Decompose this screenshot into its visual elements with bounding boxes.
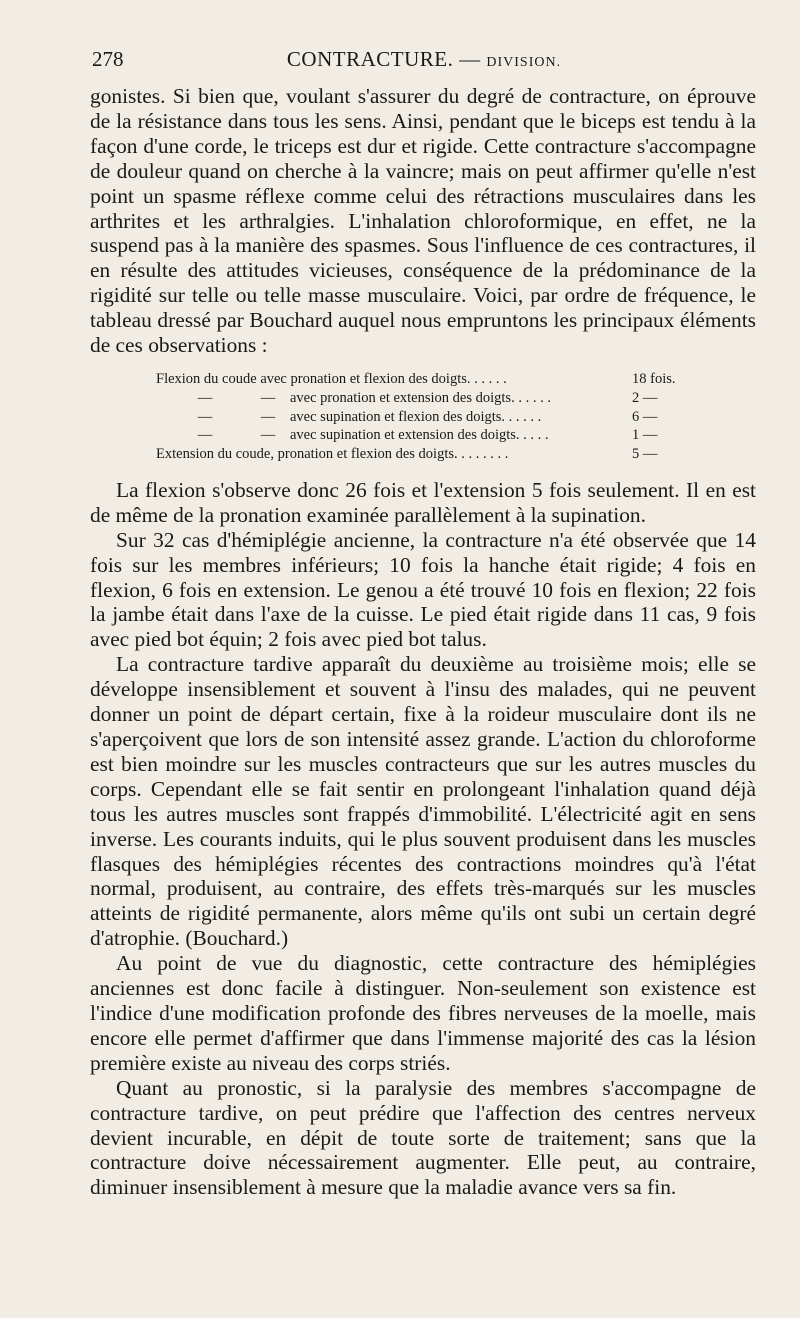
page-number: 278 xyxy=(92,47,124,71)
ditto-mark: — xyxy=(197,408,213,425)
ditto-mark: — xyxy=(260,389,276,406)
table-row-count: 1 — xyxy=(632,427,658,444)
paragraph: Quant au pronostic, si la paralysie des membres s'accompagne de contracture tardive, on peut prédire que l'affection des centres nerveux devient incurable, en dépit de toute sorte de traitement; sans que la contracture doive nécessairement augmenter. Elle peut, au contraire, diminuer insensiblement à mesure que la maladie avance vers sa fin. xyxy=(90,1075,756,1200)
row-detail: avec supination et flexion des doigts. . . . . . xyxy=(290,408,542,425)
paragraph: Sur 32 cas d'hémiplégie ancienne, la contracture n'a été observée que 14 fois sur les membres inférieurs; 10 fois la hanche était rigide; 4 fois en flexion, 6 fois en extension. Le genou a été trouvé 10 fois en flexion; 22 fois la jambe était dans l'axe de la cuisse. Le pied était rigide dans 11 cas, 9 fois avec pied bot équin; 2 fois avec pied bot talus. xyxy=(90,527,756,652)
table-row-description: Extension du coude, pronation et flexion des doigts. . . . . . . . xyxy=(156,446,509,463)
table-row-count: 18 fois. xyxy=(632,370,676,387)
frequency-table xyxy=(156,370,702,464)
row-detail: avec pronation et extension des doigts. . . . . . xyxy=(290,389,551,406)
ditto-mark: — xyxy=(260,408,276,425)
ditto-mark: — xyxy=(197,389,213,406)
table-row-description xyxy=(156,408,632,427)
running-title-sub: DIVISION. xyxy=(486,55,562,70)
paragraph: Au point de vue du diagnostic, cette contracture des hémiplégies anciennes est donc facile à distinguer. Non-seulement son existence est l'indice d'une modification profonde des fibres nerveuses de la moelle, mais encore elle permet d'affirmer que dans l'immense majorité des cas la lésion première existe au niveau des corps striés. xyxy=(90,951,756,1075)
running-title xyxy=(92,44,756,78)
table-row xyxy=(156,389,702,408)
table-row xyxy=(156,408,702,427)
paragraph: La flexion s'observe donc 26 fois et l'extension 5 fois seulement. Il en est de même de la pronation examinée parallèlement à la supination. xyxy=(90,477,756,527)
table-row-description xyxy=(156,426,632,445)
table-row-description xyxy=(156,389,632,408)
paragraph: gonistes. Si bien que, voulant s'assurer du degré de contracture, on éprouve de la résistance dans tous les sens. Ainsi, pendant que le biceps est tendu à la façon d'une corde, le triceps est dur et rigide. Cette contracture s'accompagne de douleur quand on cherche à la vaincre; mais on peut affirmer qu'elle n'est point un spasme réflexe comme celui des rétractions musculaires dans les arthrites et les arthralgies. L'inhalation chloroformique, en effet, ne la suspend pas à la manière des spasmes. Sous l'influence de ces contractures, il en résulte des attitudes vicieuses, conséquence de la prédominance de la rigidité sur telle ou telle masse musculaire. Voici, par ordre de fréquence, le tableau dressé par Bouchard auquel nous empruntons les principaux éléments de ces observations : xyxy=(90,84,756,358)
table-row xyxy=(156,426,702,445)
row-label: Flexion du coude xyxy=(156,370,257,387)
ditto-mark: — xyxy=(197,427,213,444)
running-title-main: CONTRACTURE. — xyxy=(286,47,481,71)
body-text xyxy=(90,84,756,1200)
ditto-mark: — xyxy=(260,427,276,444)
table-row xyxy=(156,370,702,389)
table-row xyxy=(156,445,702,464)
page-header xyxy=(92,44,756,74)
table-row-count: 2 — xyxy=(632,389,658,406)
paragraph: La contracture tardive apparaît du deuxième au troisième mois; elle se développe insensiblement et souvent à l'insu des malades, qui ne peuvent donner un point de départ certain, fixe à la roideur musculaire dont ils ne s'aperçoivent que lors de son intensité assez grande. L'action du chloroforme est bien moindre sur les muscles contracteurs que sur les autres muscles du corps. Cependant elle se fait sentir en prolongeant l'inhalation quand déjà tous les autres muscles sont frappés d'immobilité. L'électricité agit en sens inverse. Les courants induits, qui le plus souvent produisent dans les muscles flasques des hémiplégies récentes des contractions moindres qu'à l'état normal, produisent, au contraire, des effets très-marqués sur les muscles atteints de rigidité permanente, alors même qu'ils ont subi un certain degré d'atrophie. (Bouchard.) xyxy=(90,652,756,951)
table-row-count: 6 — xyxy=(632,408,658,425)
table-row-description xyxy=(156,370,632,389)
row-detail: avec supination et extension des doigts. . . . . xyxy=(290,427,549,444)
table-row-count: 5 — xyxy=(632,446,658,463)
row-detail: avec pronation et flexion des doigts. . . . . . xyxy=(260,370,507,387)
